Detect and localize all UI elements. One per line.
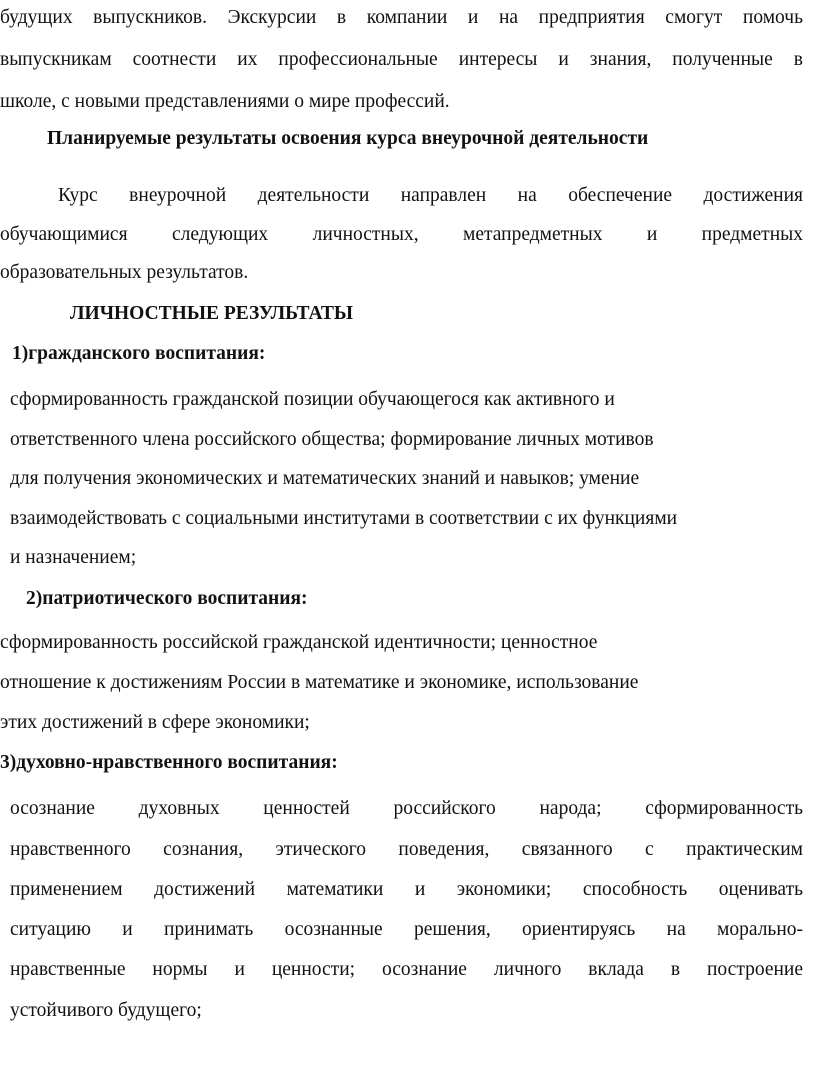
intro-line-3: школе, с новыми представлениями о мире профессий. — [0, 91, 450, 112]
item-2-line-3: этих достижений в сфере экономики; — [0, 712, 310, 733]
item-3-line-4: ситуацию и принимать осознанные решения, ориентируясь на морально- — [10, 919, 803, 940]
course-line-3: образовательных результатов. — [0, 262, 249, 283]
item-1-line-3: для получения экономических и математических знаний и навыков; умение — [10, 468, 640, 489]
item-3-line-1: осознание духовных ценностей российского народа; сформированность — [10, 798, 803, 819]
item-1-line-5: и назначением; — [10, 547, 137, 568]
item-1-heading: 1)гражданского воспитания: — [12, 343, 266, 364]
course-line-1: Курс внеурочной деятельности направлен на обеспечение достижения — [58, 185, 803, 206]
item-1-line-4: взаимодействовать с социальными институтами в соответствии с их функциями — [10, 508, 678, 529]
item-3-line-6: устойчивого будущего; — [10, 1000, 202, 1021]
item-3-heading: 3)духовно-нравственного воспитания: — [0, 752, 338, 773]
item-2-line-2: отношение к достижениям России в математике и экономике, использование — [0, 672, 639, 693]
item-1-line-2: ответственного члена российского общества; формирование личных мотивов — [10, 429, 654, 450]
item-2-heading: 2)патриотического воспитания: — [26, 588, 308, 609]
item-2-line-1: сформированность российской гражданской идентичности; ценностное — [0, 632, 598, 653]
course-line-2: обучающимися следующих личностных, метапредметных и предметных — [0, 224, 803, 245]
intro-line-1: будущих выпускников. Экскурсии в компании и на предприятия смогут помочь — [0, 7, 803, 28]
item-3-line-2: нравственного сознания, этического поведения, связанного с практическим — [10, 839, 803, 860]
section-title: Планируемые результаты освоения курса внеурочной деятельности — [47, 128, 649, 149]
item-3-line-3: применением достижений математики и экономики; способность оценивать — [10, 879, 803, 900]
personal-results-heading: ЛИЧНОСТНЫЕ РЕЗУЛЬТАТЫ — [70, 303, 354, 324]
item-1-line-1: сформированность гражданской позиции обучающегося как активного и — [10, 389, 615, 410]
intro-line-2: выпускникам соотнести их профессиональные интересы и знания, полученные в — [0, 49, 803, 70]
item-3-line-5: нравственные нормы и ценности; осознание личного вклада в построение — [10, 959, 803, 980]
